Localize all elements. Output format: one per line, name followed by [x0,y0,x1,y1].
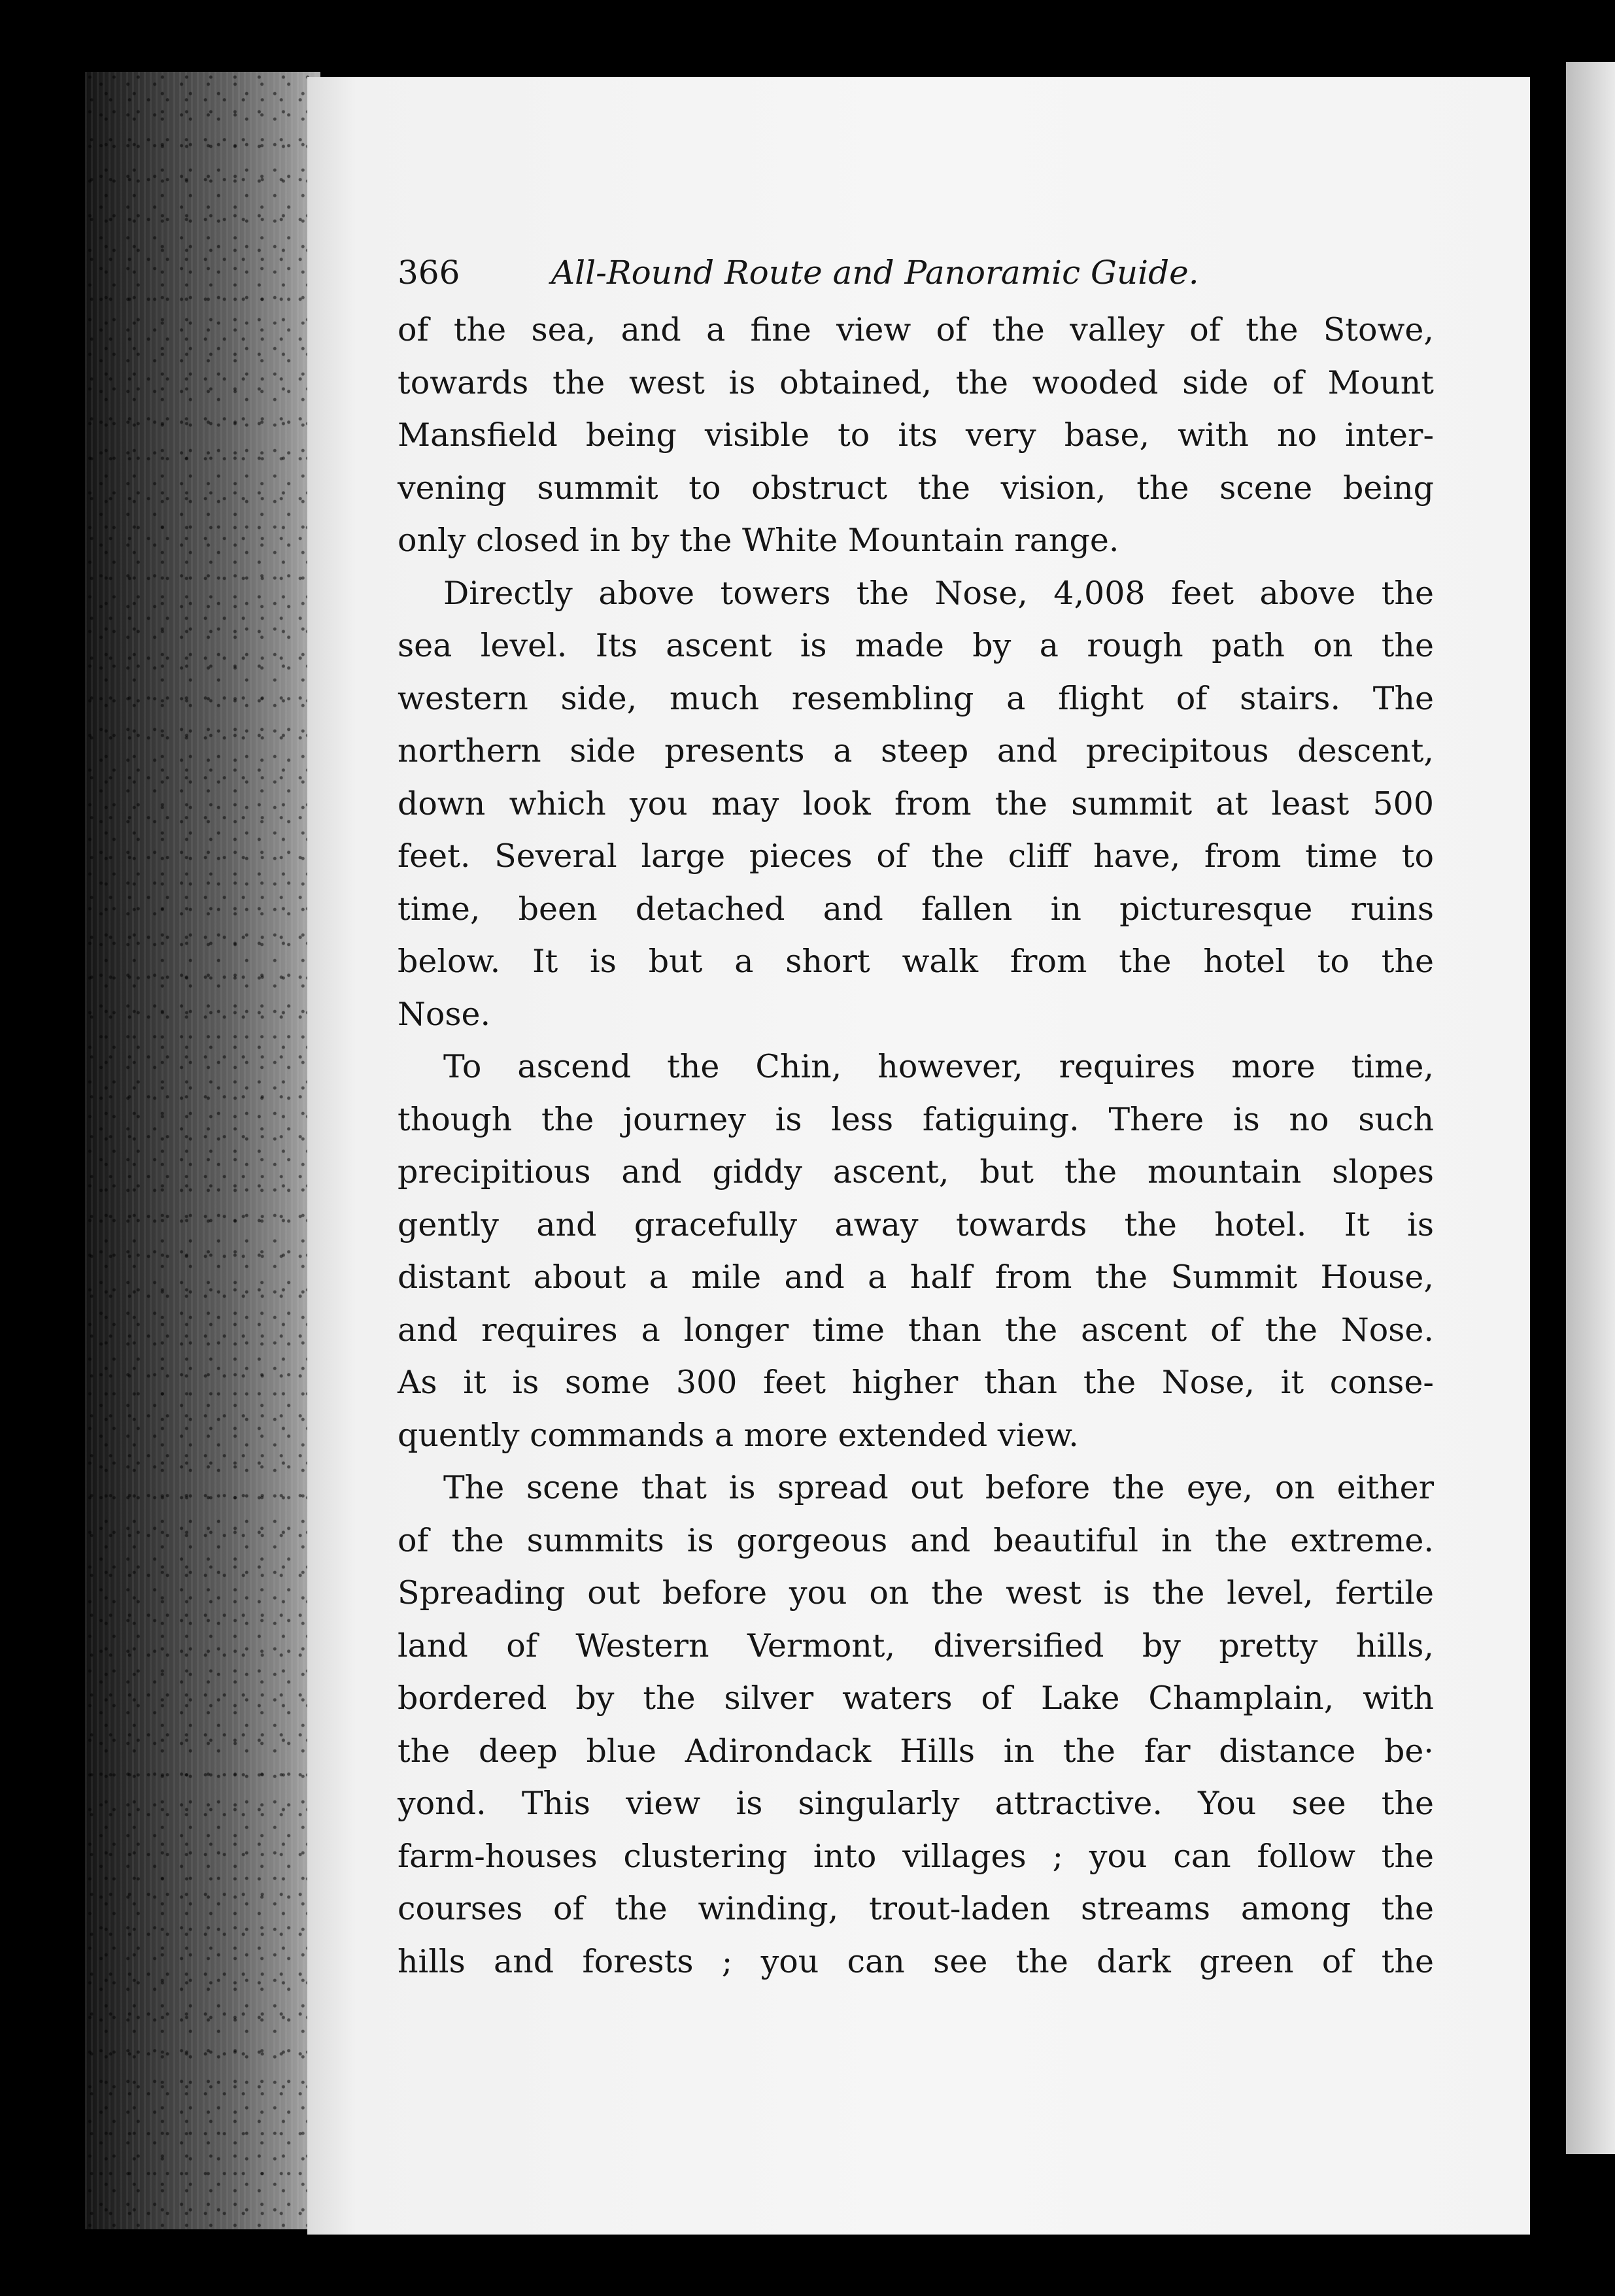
text-line: and requires a longer time than the ascent of the Nose. [398,1311,1434,1349]
text-line: hills and forests ; you can see the dark green of the [398,1942,1434,1980]
text-line: land of Western Vermont, diversified by pretty hills, [398,1627,1434,1664]
text-line: though the journey is less fatiguing. There is no such [398,1100,1434,1138]
text-line: of the sea, and a fine view of the valley of the Stowe, [398,311,1434,348]
book-page-edge [85,72,320,2229]
text-line: yond. This view is singularly attractive. You see the [398,1785,1434,1822]
text-line: time, been detached and fallen in picturesque ruins [398,890,1434,928]
text-line: farm-houses clustering into villages ; you can follow the [398,1837,1434,1875]
text-line: western side, much resembling a flight of stairs. The [398,679,1434,717]
text-line: sea level. Its ascent is made by a rough path on the [398,627,1434,664]
text-line: of the summits is gorgeous and beautiful in the extreme. [398,1521,1434,1559]
text-line: feet. Several large pieces of the cliff have, from time to [398,837,1434,875]
text-line: Spreading out before you on the west is the level, fertile [398,1574,1434,1612]
facing-page-edge [1566,62,1615,2154]
running-head [398,242,1434,304]
text-line: courses of the winding, trout-laden streams among the [398,1890,1434,1927]
text-line: below. It is but a short walk from the hotel to the [398,943,1434,980]
page-text [398,242,1434,1988]
text-line: precipitious and giddy ascent, but the mountain slopes [398,1153,1434,1190]
text-line: only closed in by the White Mountain range. [398,522,1119,559]
running-title: All-Round Route and Panoramic Guide. [551,254,1199,292]
text-line: Directly above towers the Nose, 4,008 feet above the [443,574,1434,612]
text-line: To ascend the Chin, however, requires more time, [443,1048,1434,1085]
text-line: distant about a mile and a half from the Summit House, [398,1258,1434,1296]
text-line: the deep blue Adirondack Hills in the far distance be· [398,1732,1434,1770]
body-text [398,304,1434,1988]
text-line: towards the west is obtained, the wooded side of Mount [398,363,1434,401]
text-line: Mansfield being visible to its very base, with no inter- [398,416,1434,454]
text-line: Nose. [398,995,491,1033]
text-line: The scene that is spread out before the eye, on either [443,1469,1434,1506]
text-line: bordered by the silver waters of Lake Champlain, with [398,1680,1434,1717]
text-line: quently commands a more extended view. [398,1416,1079,1454]
text-line: northern side presents a steep and precipitous descent, [398,732,1434,769]
page-number: 366 [398,254,460,292]
text-line: down which you may look from the summit at least 500 [398,785,1434,822]
text-line: vening summit to obstruct the vision, the scene being [398,469,1434,507]
text-line: As it is some 300 feet higher than the Nose, it conse- [398,1364,1434,1401]
text-line: gently and gracefully away towards the hotel. It is [398,1206,1434,1243]
